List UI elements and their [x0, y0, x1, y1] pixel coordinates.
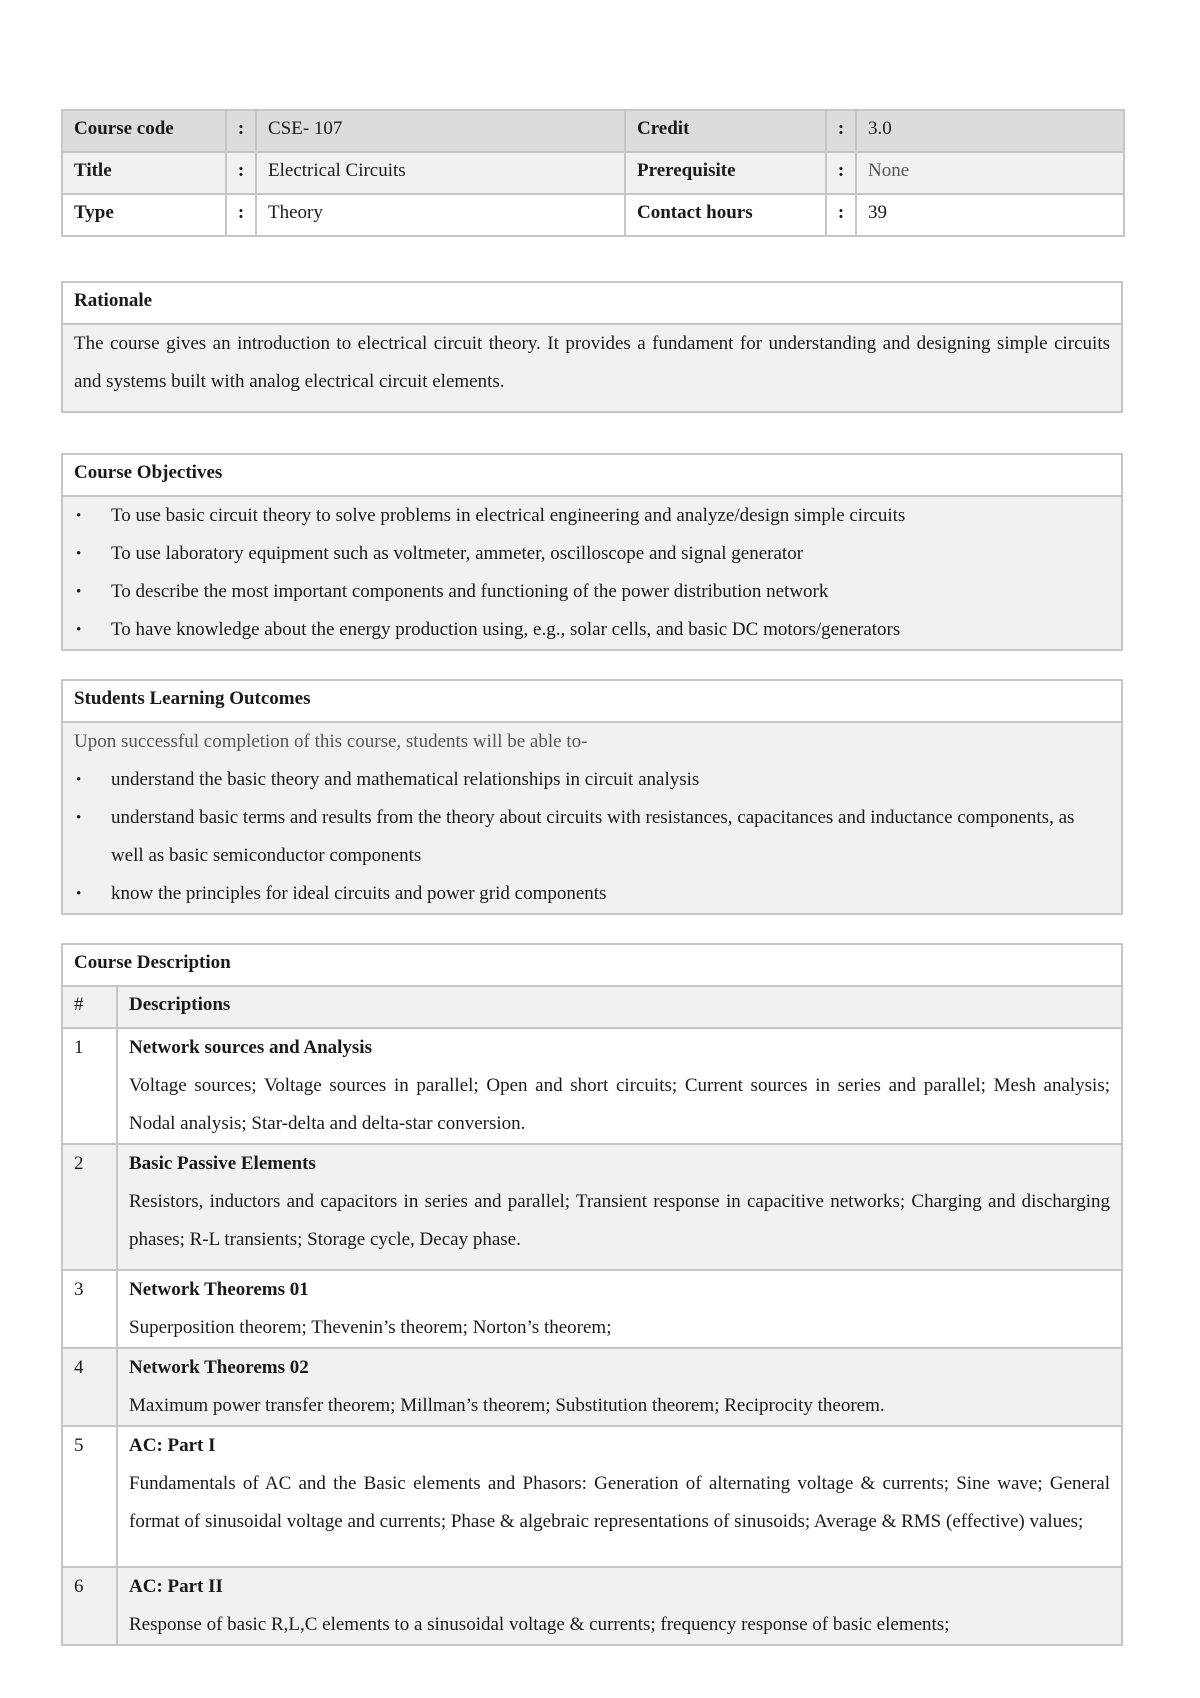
- title-row: [62, 152, 1124, 194]
- row-number: 4: [62, 1348, 117, 1426]
- credit-value: 3.0: [856, 110, 1124, 152]
- row-body: Resistors, inductors and capacitors in series and parallel; Transient response in capacitive networks; Charging and discharging phases; R-L transients; Storage cycle, Decay phase.: [129, 1191, 1110, 1250]
- list-item: [74, 875, 1110, 913]
- table-row: [62, 1567, 1122, 1645]
- row-body: Response of basic R,L,C elements to a sinusoidal voltage & currents; frequency response of basic elements;: [129, 1614, 950, 1635]
- outcome-text: know the principles for ideal circuits and power grid components: [111, 883, 607, 904]
- row-content: [117, 1348, 1122, 1426]
- outcome-text: understand basic terms and results from the theory about circuits with resistances, capacitances and inductance components, as well as basic semiconductor components: [111, 807, 1075, 866]
- col-desc-header: Descriptions: [117, 986, 1122, 1028]
- contact-hours-value: 39: [856, 194, 1124, 236]
- title-label: Title: [62, 152, 226, 194]
- course-code-row: [62, 110, 1124, 152]
- row-content: [117, 1270, 1122, 1348]
- bullet-icon: •: [76, 584, 82, 600]
- outcomes-intro: Upon successful completion of this course, students will be able to-: [74, 731, 588, 752]
- colon: :: [226, 152, 256, 194]
- outcome-text: understand the basic theory and mathematical relationships in circuit analysis: [111, 769, 700, 790]
- row-number: 5: [62, 1426, 117, 1567]
- rationale-text: The course gives an introduction to electrical circuit theory. It provides a fundament for understanding and designing simple circuits and systems built with analog electrical circuit elements.: [62, 324, 1122, 412]
- table-row: [62, 1426, 1122, 1567]
- row-number: 6: [62, 1567, 117, 1645]
- row-number: 3: [62, 1270, 117, 1348]
- table-row: [62, 1144, 1122, 1270]
- description-header-row: [62, 986, 1122, 1028]
- outcomes-body: [62, 722, 1122, 914]
- bullet-icon: •: [76, 508, 82, 524]
- list-item: [74, 535, 1110, 573]
- description-heading: Course Description: [62, 944, 1122, 986]
- contact-hours-label: Contact hours: [625, 194, 826, 236]
- objective-text: To use laboratory equipment such as voltmeter, ammeter, oscilloscope and signal generator: [111, 543, 804, 564]
- row-content: [117, 1144, 1122, 1270]
- bullet-icon: •: [76, 886, 82, 902]
- row-body: Maximum power transfer theorem; Millman’s theorem; Substitution theorem; Reciprocity theorem.: [129, 1395, 885, 1416]
- outcomes-table: [61, 679, 1123, 915]
- rationale-heading: Rationale: [62, 282, 1122, 324]
- list-item: [74, 611, 1110, 649]
- row-title: Network Theorems 01: [129, 1279, 309, 1300]
- list-item: [74, 573, 1110, 611]
- row-content: [117, 1426, 1122, 1567]
- type-label: Type: [62, 194, 226, 236]
- outcomes-list: [74, 761, 1110, 913]
- row-content: [117, 1028, 1122, 1144]
- row-title: Network sources and Analysis: [129, 1037, 372, 1058]
- outcomes-heading: Students Learning Outcomes: [62, 680, 1122, 722]
- course-code-value: CSE- 107: [256, 110, 625, 152]
- prerequisite-label: Prerequisite: [625, 152, 826, 194]
- bullet-icon: •: [76, 622, 82, 638]
- row-number: 2: [62, 1144, 117, 1270]
- row-body: Superposition theorem; Thevenin’s theorem; Norton’s theorem;: [129, 1317, 612, 1338]
- colon: :: [826, 110, 856, 152]
- objectives-table: [61, 453, 1123, 651]
- bullet-icon: •: [76, 546, 82, 562]
- bullet-icon: •: [76, 772, 82, 788]
- credit-label: Credit: [625, 110, 826, 152]
- colon: :: [826, 152, 856, 194]
- row-title: Network Theorems 02: [129, 1357, 309, 1378]
- colon: :: [826, 194, 856, 236]
- objective-text: To have knowledge about the energy production using, e.g., solar cells, and basic DC motors/generators: [111, 619, 901, 640]
- colon: :: [226, 110, 256, 152]
- description-table: [61, 943, 1123, 1646]
- row-number: 1: [62, 1028, 117, 1144]
- course-code-label: Course code: [62, 110, 226, 152]
- col-num-header: #: [62, 986, 117, 1028]
- row-content: [117, 1567, 1122, 1645]
- row-body: Fundamentals of AC and the Basic elements and Phasors: Generation of alternating voltage & currents; Sine wave; General format of sinusoidal voltage and currents; Phase & algebraic representations of sinusoids; Average & RMS (effective) values;: [129, 1473, 1110, 1532]
- bullet-icon: •: [76, 810, 82, 826]
- prerequisite-value: None: [856, 152, 1124, 194]
- course-info-table: [61, 109, 1125, 237]
- objectives-heading: Course Objectives: [62, 454, 1122, 496]
- row-title: AC: Part II: [129, 1576, 223, 1597]
- colon: :: [226, 194, 256, 236]
- objectives-list: [74, 497, 1110, 649]
- row-title: AC: Part I: [129, 1435, 216, 1456]
- list-item: [74, 799, 1110, 875]
- objectives-body: [62, 496, 1122, 650]
- objective-text: To use basic circuit theory to solve problems in electrical engineering and analyze/design simple circuits: [111, 505, 906, 526]
- rationale-table: [61, 281, 1123, 413]
- table-row: [62, 1270, 1122, 1348]
- title-value: Electrical Circuits: [256, 152, 625, 194]
- row-body: Voltage sources; Voltage sources in parallel; Open and short circuits; Current sources in series and parallel; Mesh analysis; Nodal analysis; Star-delta and delta-star conversion.: [129, 1075, 1110, 1134]
- table-row: [62, 1348, 1122, 1426]
- list-item: [74, 761, 1110, 799]
- type-value: Theory: [256, 194, 625, 236]
- type-row: [62, 194, 1124, 236]
- table-row: [62, 1028, 1122, 1144]
- objective-text: To describe the most important components and functioning of the power distribution network: [111, 581, 829, 602]
- row-title: Basic Passive Elements: [129, 1153, 316, 1174]
- list-item: [74, 497, 1110, 535]
